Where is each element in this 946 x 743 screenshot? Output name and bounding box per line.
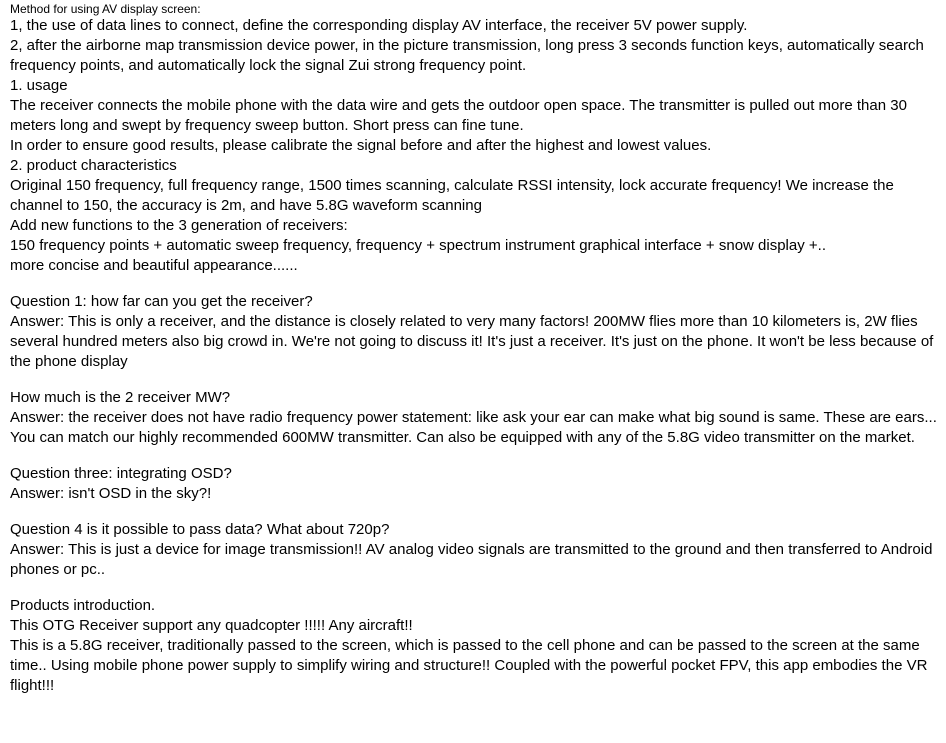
spacer [10, 580, 938, 596]
step-1-text: 1, the use of data lines to connect, define the corresponding display AV interface, the receiver 5V power supply. [10, 17, 748, 34]
usage-section [10, 16, 938, 276]
step-2-text: 2, after the airborne map transmission device power, in the picture transmission, long press 3 seconds function keys, automatically search frequency points, and automatically lock the signal Zui strong frequency point. [10, 37, 924, 74]
products-introduction [10, 596, 938, 696]
usage-title: 1. usage [10, 77, 68, 94]
product-description [10, 2, 938, 696]
otg-support-text: This OTG Receiver support any quadcopter !!!!! Any aircraft!! [10, 617, 413, 634]
products-title: Products introduction. [10, 597, 156, 614]
question-text: Question three: integrating OSD? [10, 465, 232, 482]
spacer [10, 504, 938, 520]
question-text: How much is the 2 receiver MW? [10, 389, 231, 406]
new-functions-text: 150 frequency points + automatic sweep frequency, frequency + spectrum instrument graphical interface + snow display +.. [10, 237, 826, 254]
spacer [10, 372, 938, 388]
spacer [10, 276, 938, 292]
faq-question-3 [10, 464, 938, 504]
new-functions-title: Add new functions to the 3 generation of receivers: [10, 217, 348, 234]
answer-text: Answer: the receiver does not have radio frequency power statement: like ask your ear can make what big sound is same. These are ears... [10, 409, 937, 426]
answer-text: Answer: This is only a receiver, and the distance is closely related to very many factors! 200MW flies more than 10 kilometers is, 2W flies several hundred meters also big crowd in. We're not going to discuss it! It's just a receiver. It's just on the phone. It won't be less because of the phone display [10, 313, 934, 370]
recommendation-text: You can match our highly recommended 600MW transmitter. Can also be equipped with any of the 5.8G video transmitter on the market. [10, 429, 915, 446]
answer-text: Answer: isn't OSD in the sky?! [10, 485, 212, 502]
document-heading: Method for using AV display screen: [10, 2, 201, 16]
calibration-note: In order to ensure good results, please calibrate the signal before and after the highest and lowest values. [10, 137, 712, 154]
characteristics-text: Original 150 frequency, full frequency range, 1500 times scanning, calculate RSSI intensity, lock accurate frequency! We increase the channel to 150, the accuracy is 2m, and have 5.8G waveform scanning [10, 177, 894, 214]
faq-question-4 [10, 520, 938, 580]
question-text: Question 4 is it possible to pass data? What about 720p? [10, 521, 390, 538]
faq-question-2 [10, 388, 938, 448]
characteristics-title: 2. product characteristics [10, 157, 177, 174]
receiver-description: This is a 5.8G receiver, traditionally passed to the screen, which is passed to the cell phone and can be passed to the screen at the same time.. Using mobile phone power supply to simplify wiring and structure!! Coupled with the powerful pocket FPV, this app embodies the VR flight!!! [10, 637, 928, 694]
answer-text: Answer: This is just a device for image transmission!! AV analog video signals are transmitted to the ground and then transferred to Android phones or pc.. [10, 541, 933, 578]
spacer [10, 448, 938, 464]
question-text: Question 1: how far can you get the receiver? [10, 293, 313, 310]
faq-question-1 [10, 292, 938, 372]
appearance-text: more concise and beautiful appearance...... [10, 257, 298, 274]
usage-text: The receiver connects the mobile phone with the data wire and gets the outdoor open space. The transmitter is pulled out more than 30 meters long and swept by frequency sweep button. Short press can fine tune. [10, 97, 907, 134]
